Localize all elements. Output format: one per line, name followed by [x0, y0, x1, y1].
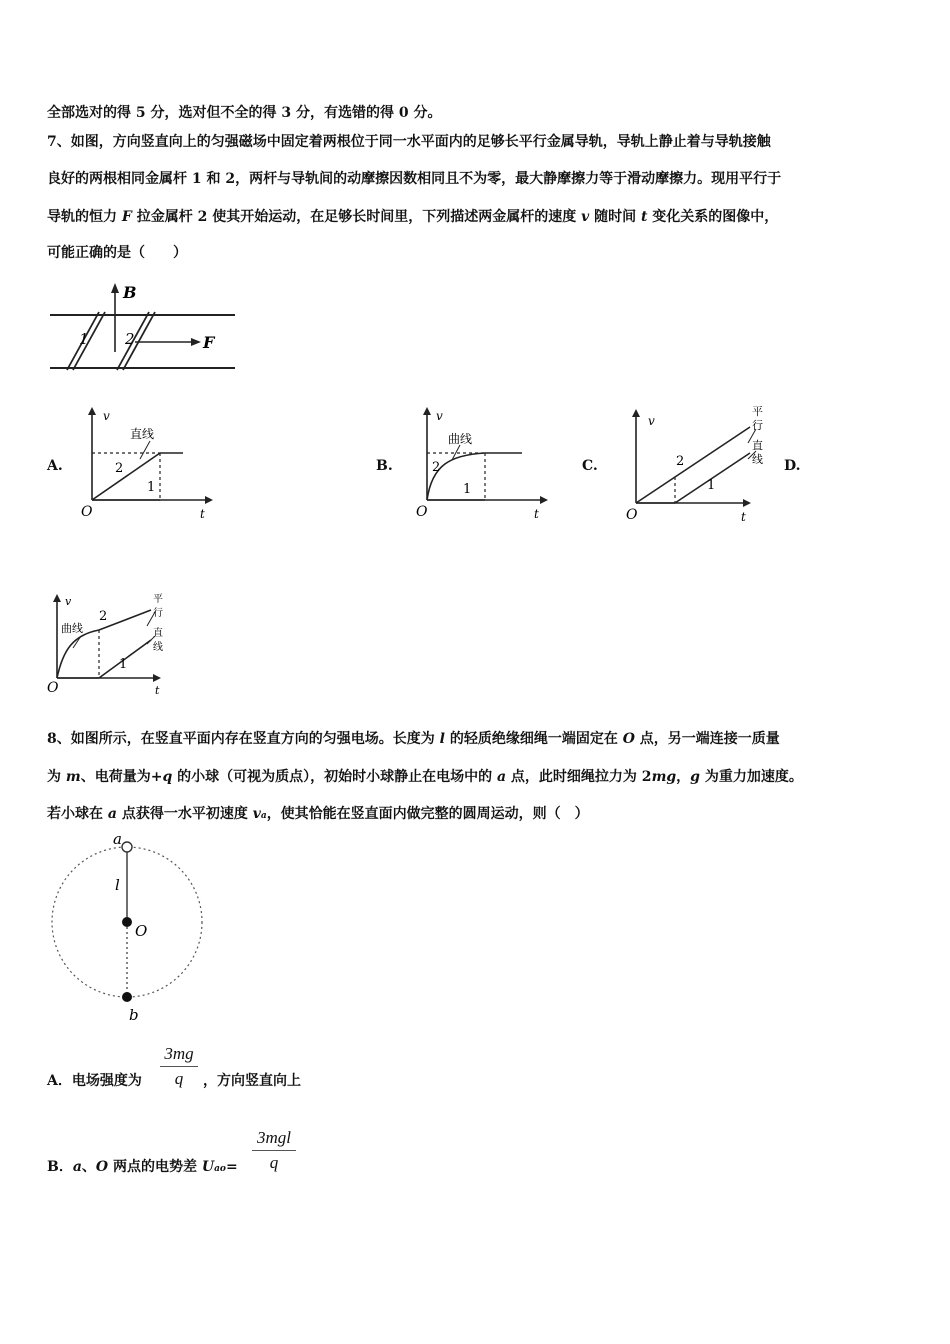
- rod-1-label: 1: [79, 330, 89, 348]
- svg-text:1: 1: [147, 480, 156, 495]
- svg-text:t: t: [200, 507, 205, 521]
- svg-text:O: O: [416, 504, 428, 520]
- rod-2-label: 2: [125, 330, 135, 348]
- option-c-label[interactable]: C.: [582, 458, 598, 474]
- point-b: [122, 992, 132, 1002]
- q7-rail-diagram: [45, 280, 240, 380]
- svg-text:t: t: [741, 510, 746, 523]
- q8-option-a[interactable]: A．电场强度为: [47, 1073, 142, 1089]
- q8-option-b[interactable]: B．a、O 两点的电势差 Uao=: [47, 1159, 238, 1175]
- q8-option-a-tail: ，方向竖直向上: [203, 1073, 301, 1089]
- svg-text:t: t: [155, 684, 160, 697]
- svg-text:l: l: [115, 876, 120, 894]
- svg-text:b: b: [129, 1006, 139, 1024]
- option-b-label[interactable]: B.: [376, 458, 393, 474]
- svg-text:平: 平: [153, 594, 163, 605]
- force-label: F: [203, 333, 215, 352]
- scoring-note: 全部选对的得 5 分，选对但不全的得 3 分，有选错的得 0 分。: [47, 105, 442, 121]
- q7-line-3: 导轨的恒力 F 拉金属杆 2 使其开始运动，在足够长时间里，下列描述两金属杆的速度 v 随时间 t 变化关系的图像中，: [47, 209, 779, 225]
- q8-line-2: 为 m、电荷量为+q 的小球（可视为质点），初始时小球静止在电场中的 a 点，此时细绳拉力为 2mg，g 为重力加速度。: [47, 769, 803, 785]
- q7-line-1: 7、如图，方向竖直向上的匀强磁场中固定着两根位于同一水平面内的足够长平行金属导轨，导轨上静止着与导轨接触: [47, 134, 771, 150]
- svg-text:曲线: 曲线: [448, 432, 473, 446]
- svg-text:O: O: [81, 504, 93, 520]
- magnetic-field-label: B: [123, 283, 137, 302]
- option-b-fraction: 3mgl q: [252, 1128, 296, 1173]
- svg-text:t: t: [534, 507, 539, 521]
- graph-d: [43, 590, 178, 698]
- svg-text:2: 2: [432, 460, 441, 475]
- graph-a: [75, 405, 215, 523]
- svg-text:v: v: [103, 409, 110, 423]
- svg-text:线: 线: [153, 642, 163, 653]
- svg-text:平: 平: [752, 405, 763, 418]
- svg-text:行: 行: [153, 608, 163, 619]
- graph-c: [620, 403, 780, 523]
- svg-text:O: O: [135, 922, 148, 940]
- svg-text:v: v: [436, 409, 443, 423]
- svg-text:2: 2: [99, 609, 108, 624]
- option-a-label[interactable]: A.: [47, 458, 63, 474]
- q7-line-2: 良好的两根相同金属杆 1 和 2，两杆与导轨间的动摩擦因数相同且不为零，最大静摩擦力等于滑动摩擦力。现用平行于: [47, 171, 782, 187]
- svg-text:直: 直: [153, 628, 163, 639]
- svg-text:v: v: [648, 414, 655, 428]
- q8-line-3: 若小球在 a 点获得一水平初速度 va，使其恰能在竖直面内做完整的圆周运动，则（ ）: [47, 806, 589, 822]
- option-d-label[interactable]: D.: [784, 458, 801, 474]
- graph-b: [410, 405, 550, 523]
- svg-text:O: O: [626, 507, 638, 523]
- svg-text:1: 1: [119, 657, 128, 672]
- svg-text:曲线: 曲线: [61, 622, 83, 635]
- svg-text:2: 2: [676, 454, 685, 469]
- svg-text:直: 直: [752, 439, 763, 452]
- svg-text:1: 1: [463, 482, 472, 497]
- svg-text:2: 2: [115, 461, 124, 476]
- option-a-fraction: $\frac{3mg}{q}$: [160, 1044, 198, 1089]
- q7-line-4: 可能正确的是（ ）: [47, 245, 187, 261]
- pivot-o: [122, 917, 132, 927]
- q8-circle-diagram: [45, 830, 215, 1025]
- q8-line-1: 8、如图所示，在竖直平面内存在竖直方向的匀强电场。长度为 l 的轻质绝缘细绳一端固定在 O 点，另一端连接一质量: [47, 731, 780, 747]
- svg-text:线: 线: [752, 453, 763, 466]
- svg-text:直线: 直线: [130, 427, 155, 441]
- ball-a: [122, 842, 132, 852]
- svg-text:1: 1: [707, 478, 716, 493]
- svg-text:v: v: [65, 595, 72, 608]
- svg-text:行: 行: [752, 419, 763, 432]
- svg-text:O: O: [47, 680, 59, 696]
- svg-text:a: a: [113, 830, 122, 848]
